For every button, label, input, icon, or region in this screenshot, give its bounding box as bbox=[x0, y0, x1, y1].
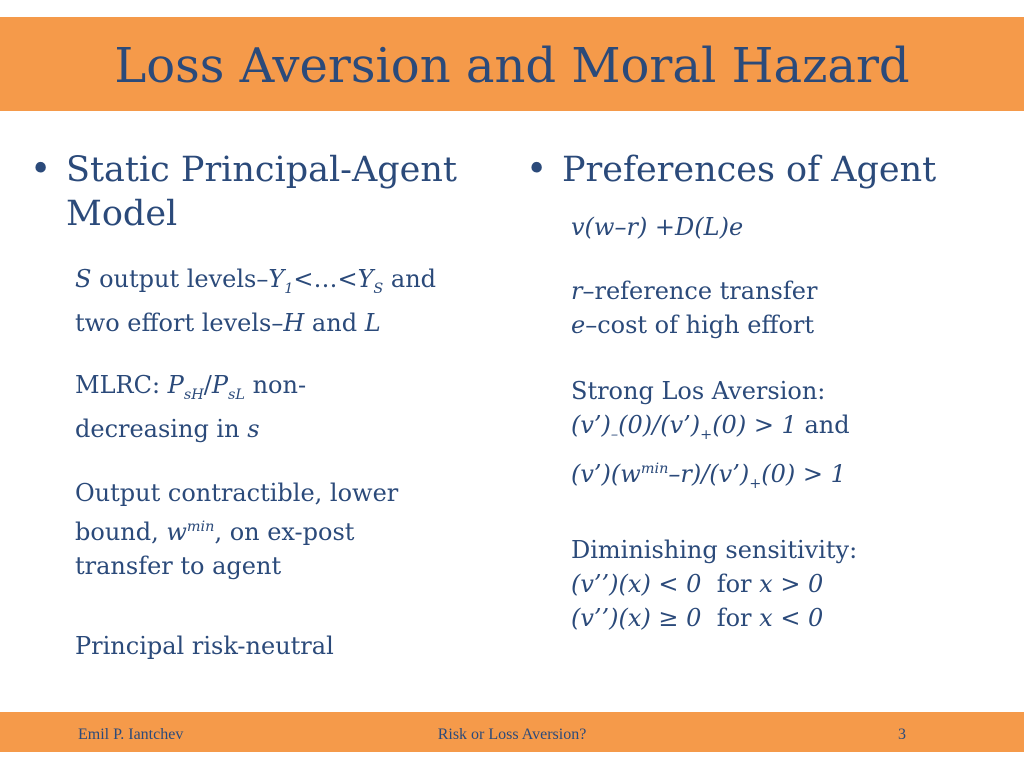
sl1-part-c: (0) > 1 bbox=[712, 411, 797, 439]
sl1-and: and bbox=[796, 411, 850, 439]
mlrc-label: MLRC: bbox=[75, 370, 168, 399]
effort-cost-text: –cost of high effort bbox=[585, 311, 815, 339]
transfer-line: transfer to agent bbox=[75, 551, 282, 580]
sl1-sub-plus: + bbox=[700, 426, 713, 443]
footer-page-number: 3 bbox=[898, 726, 906, 743]
h-variable: H bbox=[283, 308, 305, 337]
s-small-variable: s bbox=[247, 414, 260, 443]
output-levels-line bbox=[75, 262, 510, 306]
expost-text: , on ex-post bbox=[214, 517, 355, 546]
and-text: and bbox=[383, 265, 437, 293]
mlrc-line bbox=[75, 368, 510, 412]
reference-transfer-text: –reference transfer bbox=[582, 277, 818, 305]
r-variable: r bbox=[571, 277, 583, 305]
right-bullet bbox=[526, 148, 1006, 192]
effort-levels-line bbox=[75, 306, 510, 340]
ds2-part-a: (v’’)(x) ≥ 0 bbox=[571, 603, 702, 632]
sl1-part-b: (0)/(v’) bbox=[618, 411, 701, 439]
diminishing-sensitivity-heading: Diminishing sensitivity: bbox=[571, 535, 858, 564]
bullet-dot-icon: • bbox=[30, 149, 52, 190]
left-bullet-heading: Static Principal-Agent Model bbox=[66, 150, 457, 234]
ds2-for: for bbox=[701, 603, 760, 632]
ds1-part-b: x > 0 bbox=[759, 569, 824, 598]
sl2-part-c: (0) > 1 bbox=[761, 459, 846, 488]
p-sl-variable: P bbox=[211, 370, 229, 399]
diminishing-line-2 bbox=[571, 601, 1006, 635]
l-variable: L bbox=[364, 308, 381, 337]
strong-loss-line-1 bbox=[571, 408, 1006, 452]
p-sh-subscript: sH bbox=[183, 386, 204, 403]
effort-cost-line bbox=[571, 308, 1006, 342]
w-superscript: min bbox=[186, 518, 215, 535]
s-variable: S bbox=[75, 265, 92, 293]
sl2-sub-plus: + bbox=[749, 475, 762, 492]
output-levels-text: output levels– bbox=[91, 265, 269, 293]
output-contractible-line: Output contractible, lower bbox=[75, 478, 399, 507]
slide-title: Loss Aversion and Moral Hazard bbox=[114, 38, 910, 94]
footer-author: Emil P. Iantchev bbox=[78, 726, 184, 743]
non-text: non- bbox=[244, 370, 307, 399]
strong-loss-line-2 bbox=[571, 452, 1006, 501]
diminishing-line-1 bbox=[571, 567, 1006, 601]
w-variable: w bbox=[166, 517, 187, 546]
left-bullet bbox=[30, 148, 510, 236]
left-column bbox=[30, 148, 510, 663]
footer-presentation-title: Risk or Loss Aversion? bbox=[437, 726, 587, 743]
p-sl-subscript: sL bbox=[228, 386, 245, 403]
and2-text: and bbox=[304, 308, 365, 337]
bullet-dot-icon: • bbox=[526, 149, 548, 190]
decreasing-text: decreasing in bbox=[75, 414, 248, 443]
sl2-part-b: –r)/(v’) bbox=[668, 459, 750, 488]
utility-formula: v(w–r) +D(L)e bbox=[571, 213, 744, 241]
y1-subscript: 1 bbox=[284, 280, 294, 297]
sl2-part-a: (v’)(w bbox=[571, 459, 641, 488]
ys-subscript: S bbox=[373, 280, 384, 297]
bound-line bbox=[75, 510, 510, 549]
right-sub-items bbox=[571, 210, 1006, 635]
reference-transfer-line bbox=[571, 274, 1006, 308]
p-sh-variable: P bbox=[167, 370, 184, 399]
sl1-sub-minus: – bbox=[610, 426, 619, 443]
principal-line: Principal risk-neutral bbox=[75, 631, 334, 660]
ds1-for: for bbox=[701, 569, 760, 598]
effort-levels-text: two effort levels– bbox=[75, 308, 284, 337]
sl1-part-a: (v’) bbox=[571, 411, 611, 439]
slash-text: / bbox=[203, 370, 212, 399]
ys-variable: Y bbox=[357, 265, 374, 293]
strong-loss-aversion-heading: Strong Los Aversion: bbox=[571, 377, 826, 405]
ds1-part-a: (v’’)(x) < 0 bbox=[571, 569, 702, 598]
right-bullet-heading: Preferences of Agent bbox=[562, 150, 937, 190]
bound-text: bound, bbox=[75, 517, 167, 546]
left-sub-items bbox=[75, 262, 510, 663]
ellipsis-text: <…< bbox=[293, 265, 358, 293]
right-column bbox=[526, 148, 1006, 635]
e-variable: e bbox=[571, 311, 586, 339]
y1-variable: Y bbox=[268, 265, 285, 293]
sl2-sup-min: min bbox=[640, 460, 669, 477]
decreasing-line bbox=[75, 412, 510, 446]
ds2-part-b: x < 0 bbox=[759, 603, 824, 632]
